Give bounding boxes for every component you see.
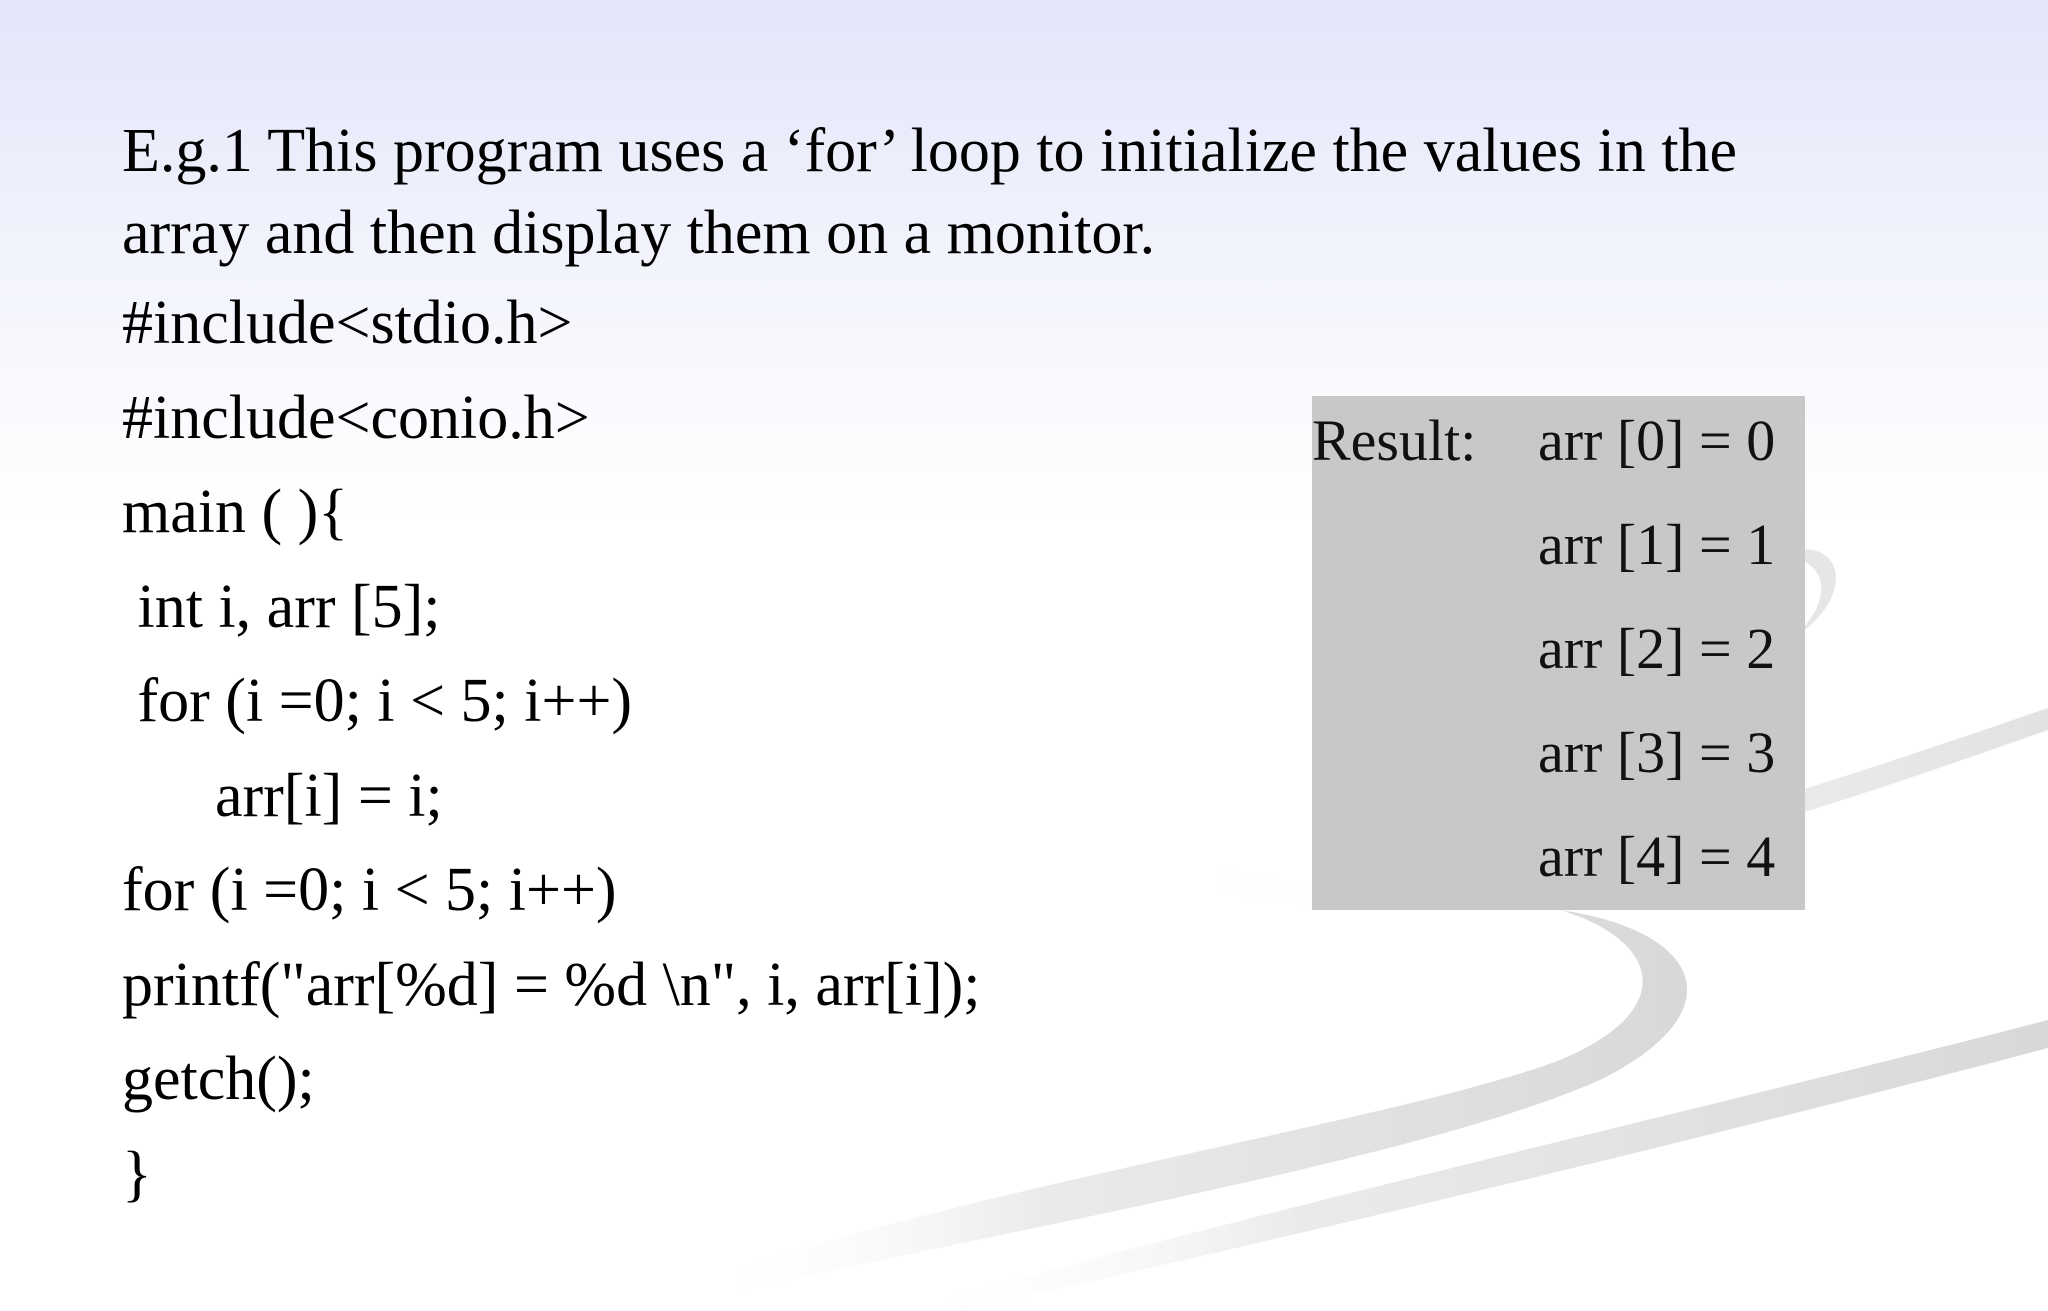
intro-line-1: E.g.1 This program uses a ‘for’ loop to initialize the values in the	[122, 117, 1738, 185]
result-value: arr [2] = 2	[1538, 616, 1776, 681]
code-line: getch();	[122, 1045, 315, 1113]
result-label: Result:	[1312, 408, 1477, 473]
code-line: main ( ){	[122, 478, 349, 546]
intro-line-2: array and then display them on a monitor.	[122, 199, 1156, 267]
result-value: arr [4] = 4	[1538, 824, 1776, 889]
code-line: #include<conio.h>	[122, 384, 590, 452]
code-line: printf("arr[%d] = %d \n", i, arr[i]);	[122, 951, 981, 1019]
code-line: }	[122, 1140, 152, 1208]
swoosh-band-lower	[900, 1020, 2048, 1311]
code-line: #include<stdio.h>	[122, 289, 573, 357]
result-value: arr [0] = 0	[1538, 408, 1776, 473]
code-line: for (i =0; i < 5; i++)	[122, 856, 617, 924]
intro-paragraph	[122, 110, 1922, 274]
code-line: for (i =0; i < 5; i++)	[122, 667, 633, 735]
result-value: arr [1] = 1	[1538, 512, 1776, 577]
result-output-panel	[1312, 396, 1805, 910]
code-line: int i, arr [5];	[122, 573, 441, 641]
code-line: arr[i] = i;	[122, 762, 443, 830]
result-value: arr [3] = 3	[1538, 720, 1776, 785]
